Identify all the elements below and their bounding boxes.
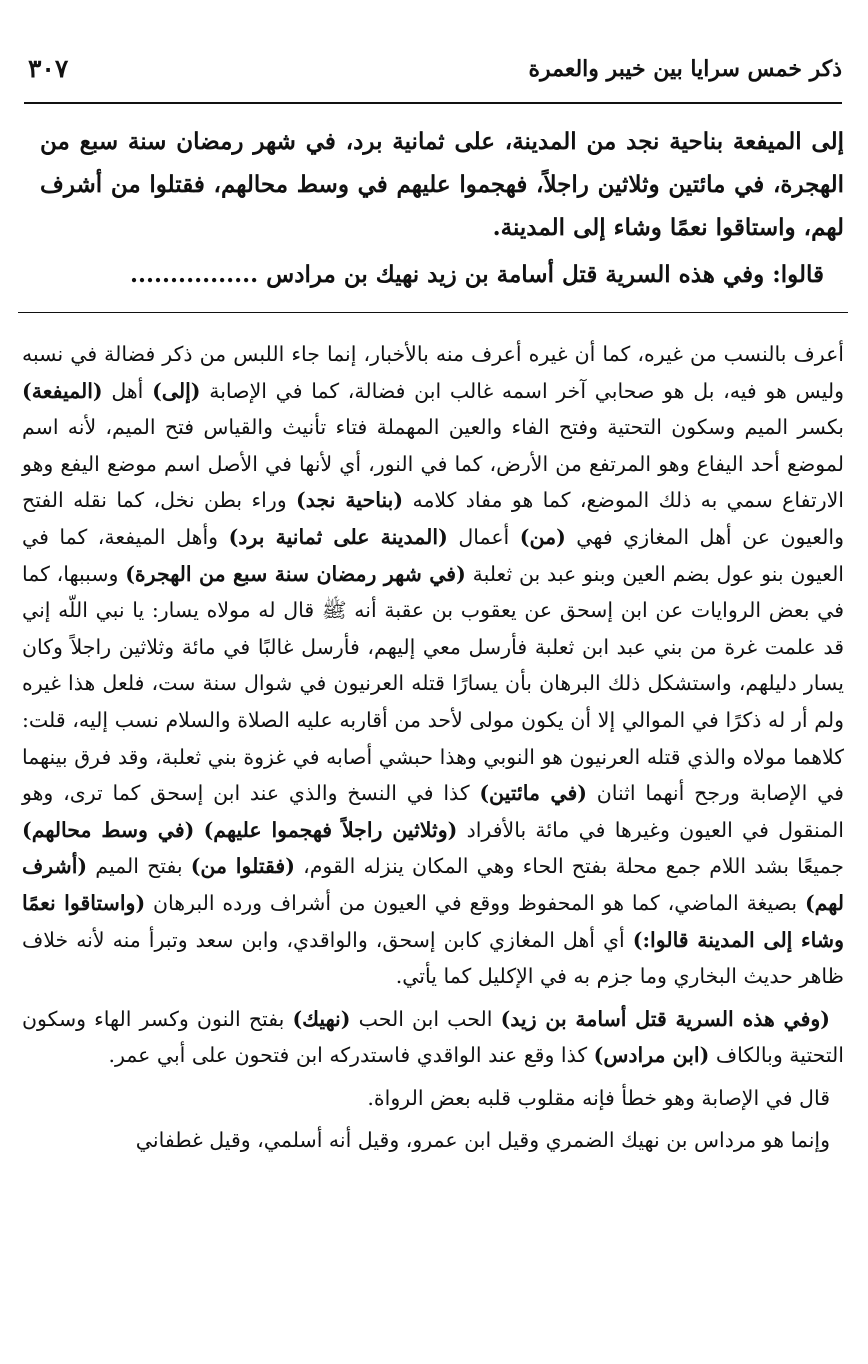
- main-text: [40, 120, 844, 296]
- commentary-text: أعمال: [447, 524, 520, 549]
- commentary-text: جميعًا بشد اللام جمع محلة بفتح الحاء وهي المكان ينزله القوم،: [294, 854, 844, 879]
- quoted-phrase: (في وسط محالهم): [22, 817, 195, 842]
- commentary-text: أعرف بالنسب من غيره، كما أن غيره أعرف منه بالأخبار، إنما جاء اللبس من ذكر فضالة في نسبه وليس هو فيه، بل هو صحابي آخر اسمه غالب ابن فضالة، كما في الإصابة: [22, 342, 844, 403]
- quoted-phrase: (وفي هذه السرية قتل أسامة بن زيد): [500, 1006, 830, 1031]
- quoted-phrase: (بناحية نجد): [296, 488, 404, 513]
- running-title: ذكر خمس سرايا بين خيبر والعمرة: [528, 56, 842, 82]
- commentary-paragraph-3: قال في الإصابة وهو خطأ فإنه مقلوب قلبه بعض الرواة.: [367, 1085, 830, 1110]
- quoted-phrase: (إلى): [152, 378, 201, 403]
- quoted-phrase: (أشرف لهم): [22, 854, 845, 915]
- commentary-text: كذا في النسخ والذي عند ابن إسحق كما ترى، وهو المنقول في العيون وغيرها في مائة بالأفراد: [22, 781, 844, 842]
- quoted-phrase: (في مائتين): [479, 781, 587, 806]
- quoted-phrase: (واستاقوا نعمًا وشاء إلى المدينة قالوا:): [22, 890, 844, 952]
- quoted-phrase: (ابن مرادس): [593, 1043, 710, 1068]
- commentary-text: بكسر الميم وسكون التحتية وفتح الفاء والعين المهملة فتاء تأنيث والقياس فتح الميم، لأنه اسم لموضع أحد اليفاع وهو المرتفع من الأرض، كما في النور، أي لأنها في الأصل اسم موضع اليفع وهو الارتفاع سمي به ذلك الموضع، كما هو مفاد كلامه: [22, 415, 844, 513]
- quoted-phrase: (الميفعة): [22, 378, 103, 403]
- commentary-paragraph-1: [22, 336, 844, 995]
- commentary-text: وسببها، كما في بعض الروايات عن ابن إسحق عن يعقوب بن عقبة أنه ﷺ قال له مولاه يسار: يا نبي اللّه إني قد علمت غرة من بني عبد ابن ثعلبة فأرسل معي إليهم، فأرسل غالبًا في مائة وثلاثين راجلاً وكان يسار دليلهم، واستشكل ذلك البرهان بأن يسارًا قتله العرنيون في شوال سنة ست، فلعل هذا غيره ولم أر له ذكرًا في الموالي إلا أن يكون مولى لأحد من أقاربه عليه الصلاة والسلام نسب إليه، قلت: كلاهما مولاه والذي قتله العرنيون هو النوبي وهذا حبشي أصابه في غزوة بني ثعلبة، وقد فرق بينهما في الإصابة ورجح أنهما اثنان: [22, 561, 844, 806]
- commentary-paragraph-4: وإنما هو مرداس بن نهيك الضمري وقيل ابن عمرو، وقيل أنه أسلمي، وقيل غطفاني: [135, 1128, 830, 1153]
- main-text-paragraph: إلى الميفعة بناحية نجد من المدينة، على ثمانية برد، في شهر رمضان سنة سبع من الهجرة، في مائتين وثلاثين راجلاً، فهجموا عليهم في وسط محالهم، فقتلوا من أشرف لهم، واستاقوا نعمًا وشاء إلى المدينة.: [40, 128, 844, 241]
- header-rule: [24, 102, 842, 104]
- quoted-phrase: (في شهر رمضان سنة سبع من الهجرة): [125, 561, 466, 586]
- quoted-phrase: (فقتلوا من): [190, 854, 295, 879]
- quoted-phrase: (نهيك): [292, 1006, 351, 1031]
- commentary-text: بفتح النون وكسر الهاء وسكون التحتية وبالكاف: [22, 1006, 844, 1068]
- page-number: ٣٠٧: [28, 54, 69, 83]
- commentary-text: الحب ابن الحب: [350, 1006, 501, 1031]
- commentary-text: بفتح الميم: [87, 854, 191, 879]
- commentary-paragraph-2: [22, 1001, 844, 1074]
- commentary-text: وأهل الميفعة، كما في العيون بنو عول بضم العين وبنو عبد بن ثعلبة: [22, 524, 845, 586]
- ellipsis-dots: ................: [130, 261, 259, 288]
- quoted-phrase: (من): [519, 524, 566, 549]
- commentary: [22, 336, 844, 1159]
- commentary-text: بصيغة الماضي، كما هو المحفوظ ووقع في العيون من أشراف ورده البرهان: [145, 890, 805, 915]
- commentary-text: كذا وقع عند الواقدي فاستدركه ابن فتحون على أبي عمر.: [108, 1043, 594, 1068]
- main-text-continuation: [40, 253, 844, 296]
- commentary-text: [194, 818, 203, 842]
- quoted-phrase: (المدينة على ثمانية برد): [228, 524, 448, 549]
- quoted-phrase: (وثلاثين راجلاً فهجموا عليهم): [203, 817, 458, 842]
- page-header: [26, 52, 842, 92]
- commentary-text: أهل: [102, 378, 153, 403]
- qalu-line: قالوا: وفي هذه السرية قتل أسامة بن زيد نهيك بن مرادس: [266, 261, 824, 288]
- commentary-text: أي أهل المغازي كابن إسحق، والواقدي، وابن سعد وتبرأ منه لأنه خلاف ظاهر حديث البخاري وما جزم به في الإكليل كما يأتي.: [22, 927, 844, 989]
- footnote-separator: [18, 312, 848, 313]
- commentary-text: وراء بطن نخل، كما نقله الفتح والعيون عن أهل المغازي فهي: [22, 488, 845, 549]
